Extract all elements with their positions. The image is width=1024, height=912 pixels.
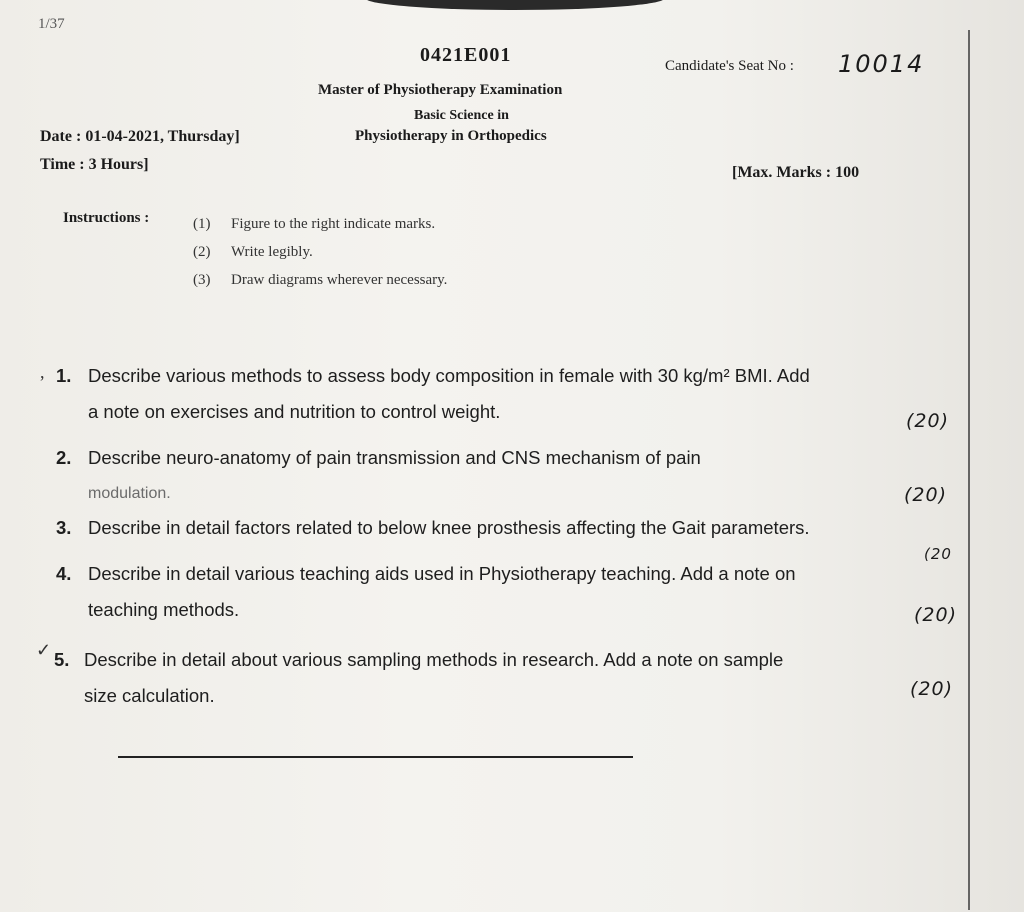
instruction-number: (3) <box>193 272 211 288</box>
instruction-item <box>193 216 435 233</box>
handwritten-mark: (20 <box>924 545 952 563</box>
question-number: 4. <box>56 563 72 584</box>
subject-line: Basic Science in <box>414 108 509 123</box>
handwritten-mark: (20) <box>906 410 950 432</box>
question-line: size calculation. <box>84 685 215 706</box>
page-mark: 1/37 <box>38 16 65 32</box>
question-number: 5. <box>54 649 70 670</box>
seat-label: Candidate's Seat No : <box>665 58 794 74</box>
instruction-text: Figure to the right indicate marks. <box>231 216 436 232</box>
question-line: Describe in detail about various sampling methods in research. Add a note on sample <box>84 649 784 670</box>
question-4 <box>56 556 968 628</box>
question-5 <box>54 642 968 714</box>
handwritten-mark: (20) <box>914 604 958 626</box>
instruction-number: (2) <box>193 244 211 260</box>
handwritten-mark: (20) <box>910 678 954 700</box>
exam-time: Time : 3 Hours] <box>40 156 149 173</box>
handwritten-mark: (20) <box>904 484 948 506</box>
exam-title: Master of Physiotherapy Examination <box>318 82 563 98</box>
margin-line <box>968 30 970 910</box>
question-3 <box>56 510 968 546</box>
question-line: modulation. <box>88 485 171 502</box>
question-line: Describe in detail various teaching aids used in Physiotherapy teaching. Add a note on <box>88 563 796 584</box>
question-2 <box>56 440 968 512</box>
question-line: Describe neuro-anatomy of pain transmission and CNS mechanism of pain <box>88 447 701 468</box>
seat-number: 10014 <box>838 50 925 78</box>
question-number: 3. <box>56 517 72 538</box>
pen-tick-mark: , <box>40 362 45 382</box>
question-line: a note on exercises and nutrition to control weight. <box>88 401 501 422</box>
exam-date: Date : 01-04-2021, Thursday] <box>40 128 240 145</box>
question-number: 1. <box>56 365 72 386</box>
question-line: Describe various methods to assess body composition in female with 30 kg/m² BMI. Add <box>88 365 810 386</box>
question-line: Describe in detail factors related to below knee prosthesis affecting the Gait parameters. <box>88 517 810 538</box>
instruction-item <box>193 244 313 261</box>
instructions-heading: Instructions : <box>63 210 150 226</box>
pen-tick-mark: ✓ <box>36 640 52 660</box>
question-number: 2. <box>56 447 72 468</box>
paper-title: Physiotherapy in Orthopedics <box>355 128 547 144</box>
scan-shadow <box>365 0 665 10</box>
question-1 <box>56 358 968 430</box>
end-of-paper-line <box>118 756 633 758</box>
instruction-number: (1) <box>193 216 211 232</box>
max-marks: [Max. Marks : 100 <box>732 164 860 181</box>
instruction-text: Write legibly. <box>231 244 313 260</box>
paper-code: 0421E001 <box>420 44 512 66</box>
instruction-text: Draw diagrams wherever necessary. <box>231 272 448 288</box>
question-line: teaching methods. <box>88 599 240 620</box>
instruction-item <box>193 272 447 289</box>
